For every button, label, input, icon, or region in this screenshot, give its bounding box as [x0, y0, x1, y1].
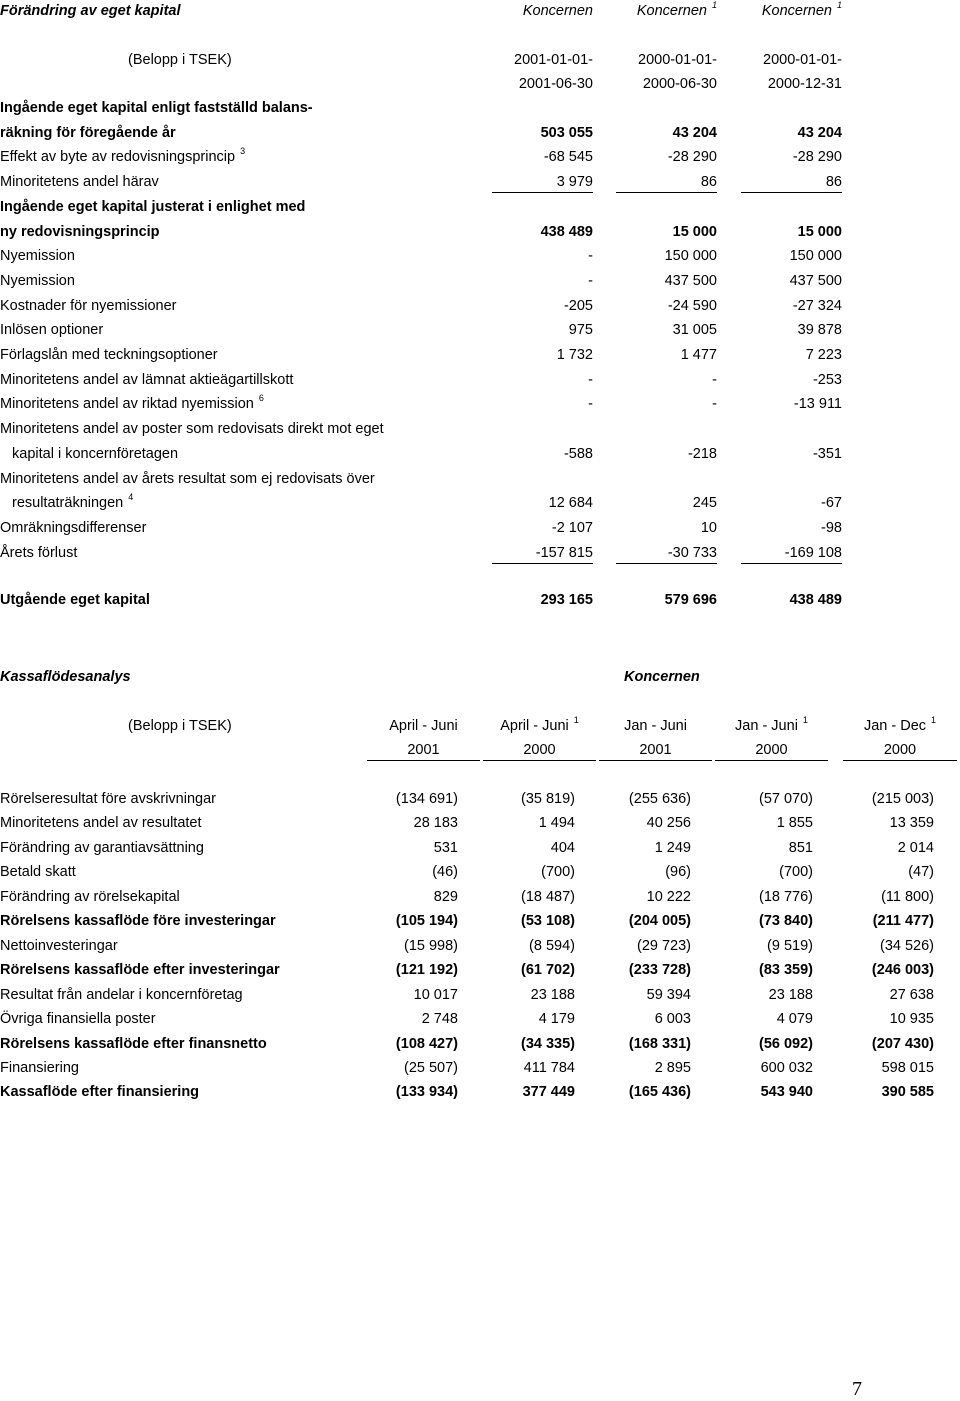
row-value: 15 000	[797, 224, 842, 240]
footnote-marker: 1	[931, 715, 937, 725]
row-label-text: Förlagslån med teckningsoptioner	[0, 347, 218, 363]
row-label-text: Årets förlust	[0, 545, 78, 561]
table-row	[0, 518, 960, 538]
equity-column-head	[606, 1, 717, 21]
row-value: 4 179	[538, 1011, 575, 1027]
row-label	[12, 444, 178, 464]
row-value: (57 070)	[758, 791, 813, 807]
row-value: (46)	[432, 864, 458, 880]
row-label-text: Inlösen optioner	[0, 322, 104, 338]
row-value: -24 590	[667, 298, 717, 314]
period-year: 2000	[483, 740, 596, 761]
row-value: -30 733	[616, 543, 717, 564]
row-label: Rörelsens kassaflöde efter investeringar	[0, 962, 280, 978]
row-label: Övriga finansiella poster	[0, 1011, 156, 1027]
row-value: 600 032	[760, 1060, 813, 1076]
table-row	[0, 1009, 960, 1029]
table-row	[0, 246, 960, 266]
table-row	[0, 419, 960, 439]
row-value: 975	[568, 322, 593, 338]
row-value: -157 815	[492, 543, 593, 564]
row-value: 150 000	[789, 248, 842, 264]
period-year: 2000	[843, 740, 957, 761]
row-value: (133 934)	[395, 1084, 458, 1100]
cash-flow-group-head: Koncernen	[624, 669, 700, 685]
row-value: 543 940	[760, 1084, 813, 1100]
row-value: (96)	[665, 864, 691, 880]
row-label: Rörelsens kassaflöde före investeringar	[0, 913, 276, 929]
table-row	[0, 444, 960, 464]
row-value: -28 290	[667, 149, 717, 165]
equity-column-head-text: Koncernen	[636, 3, 707, 19]
row-value: (108 427)	[395, 1036, 458, 1052]
row-value: 10 017	[413, 987, 458, 1003]
row-value: 31 005	[672, 322, 717, 338]
row-value: 10 222	[646, 889, 691, 905]
row-value: (700)	[779, 864, 813, 880]
row-value: 437 500	[664, 273, 717, 289]
equity-column-head-text: Koncernen	[522, 3, 593, 19]
row-value: 23 188	[530, 987, 575, 1003]
row-value: -218	[687, 446, 717, 462]
row-value: (255 636)	[628, 791, 691, 807]
row-value: -	[588, 248, 593, 264]
row-label-text: Ingående eget kapital enligt fastställd balans-	[0, 100, 313, 116]
table-row	[0, 838, 960, 858]
row-value: 43 204	[672, 125, 717, 141]
table-row	[0, 271, 960, 291]
row-label-text: Minoritetens andel av årets resultat som ej redovisats över	[0, 471, 375, 487]
row-value: (35 819)	[520, 791, 575, 807]
footnote-marker: 4	[128, 492, 134, 502]
row-label	[0, 370, 293, 390]
row-value: (61 702)	[520, 962, 575, 978]
equity-column-head-text: Koncernen	[761, 3, 832, 19]
row-value: 13 359	[889, 815, 934, 831]
row-value: (165 436)	[628, 1084, 691, 1100]
row-value: (34 335)	[520, 1036, 575, 1052]
row-label: Resultat från andelar i koncernföretag	[0, 987, 243, 1003]
table-row	[0, 394, 960, 414]
table-row	[0, 813, 960, 833]
footnote-marker: 1	[836, 0, 842, 10]
row-value: (18 776)	[758, 889, 813, 905]
period-start: 2000-01-01-	[763, 52, 842, 68]
row-value: 377 449	[522, 1084, 575, 1100]
row-label	[0, 246, 75, 266]
row-value: 43 204	[797, 125, 842, 141]
row-label: Rörelsens kassaflöde efter finansnetto	[0, 1036, 267, 1052]
table-row	[0, 296, 960, 316]
row-value: (11 800)	[881, 889, 934, 905]
row-value: 390 585	[881, 1084, 934, 1100]
row-value: (700)	[541, 864, 575, 880]
row-value: 531	[433, 840, 458, 856]
table-row	[0, 543, 960, 563]
row-label	[0, 469, 375, 489]
row-value: -253	[812, 372, 842, 388]
row-value: (246 003)	[871, 962, 934, 978]
unit-label: (Belopp i TSEK)	[128, 52, 232, 68]
row-label	[0, 123, 176, 143]
row-value: 438 489	[540, 224, 593, 240]
total-value: 438 489	[789, 592, 842, 608]
row-value: (134 691)	[395, 791, 458, 807]
table-row	[0, 936, 960, 956]
table-row	[0, 960, 960, 980]
row-label: Kassaflöde efter finansiering	[0, 1084, 200, 1100]
row-label-text: Omräkningsdifferenser	[0, 520, 147, 536]
row-value: -	[712, 396, 717, 412]
row-value: 598 015	[881, 1060, 934, 1076]
table-row	[0, 667, 960, 687]
row-value: -205	[563, 298, 593, 314]
total-value: 293 165	[540, 592, 593, 608]
row-value: 245	[692, 495, 717, 511]
period-head	[367, 716, 480, 736]
row-value: (233 728)	[628, 962, 691, 978]
row-value: (215 003)	[871, 791, 934, 807]
row-label: Rörelseresultat före avskrivningar	[0, 791, 216, 807]
row-value: -	[588, 372, 593, 388]
table-row	[0, 469, 960, 489]
period-head-text: Jan - Juni	[735, 718, 798, 734]
period-head-text: Jan - Juni	[624, 718, 687, 734]
equity-column-head	[731, 1, 842, 21]
row-value: (18 487)	[520, 889, 575, 905]
table-row	[0, 98, 960, 118]
table-row	[0, 320, 960, 340]
row-label-text: Minoritetens andel av poster som redovisats direkt mot eget	[0, 421, 384, 437]
row-value: -351	[812, 446, 842, 462]
row-value: (83 359)	[758, 962, 813, 978]
footnote-marker: 1	[802, 715, 808, 725]
row-label	[0, 345, 218, 365]
row-value: (9 519)	[767, 938, 813, 954]
row-value: 15 000	[672, 224, 717, 240]
row-value: -	[588, 396, 593, 412]
row-label	[0, 543, 77, 563]
row-value: (53 108)	[520, 913, 575, 929]
table-row	[0, 123, 960, 143]
row-value: 404	[550, 840, 575, 856]
total-value: 579 696	[664, 592, 717, 608]
period-head-text: Jan - Dec	[863, 718, 927, 734]
period-head-text: April - Juni	[389, 718, 458, 734]
row-value: (29 723)	[636, 938, 691, 954]
table-row	[0, 172, 960, 192]
row-label-text: Minoritetens andel härav	[0, 174, 159, 190]
period-end: 2001-06-30	[518, 76, 593, 92]
row-value: 437 500	[789, 273, 842, 289]
row-value: 1 477	[680, 347, 717, 363]
row-value: -98	[821, 520, 842, 536]
table-row	[0, 1082, 960, 1102]
period-head	[483, 716, 596, 736]
row-label	[0, 518, 146, 538]
table-row	[0, 74, 960, 94]
row-label	[0, 147, 245, 167]
page-number: 7	[852, 1378, 862, 1400]
row-value: -67	[821, 495, 842, 511]
footnote-marker: 3	[240, 146, 246, 156]
row-value: -	[588, 273, 593, 289]
row-label: Förändring av rörelsekapital	[0, 889, 180, 905]
table-row	[0, 1, 960, 21]
row-value: 39 878	[797, 322, 842, 338]
row-label	[0, 394, 264, 414]
row-value: 86	[616, 172, 717, 193]
table-row	[0, 1058, 960, 1078]
row-value: 28 183	[413, 815, 458, 831]
period-end: 2000-12-31	[767, 76, 842, 92]
row-value: 2 014	[897, 840, 934, 856]
table-row	[0, 345, 960, 365]
table-row	[0, 493, 960, 513]
row-value: (15 998)	[403, 938, 458, 954]
period-year: 2001	[367, 740, 480, 761]
table-row	[0, 911, 960, 931]
period-head	[843, 716, 957, 736]
row-value: 2 895	[654, 1060, 691, 1076]
row-label: Betald skatt	[0, 864, 76, 880]
footnote-marker: 6	[258, 393, 264, 403]
row-value: -	[712, 372, 717, 388]
row-value: 7 223	[805, 347, 842, 363]
unit-label: (Belopp i TSEK)	[128, 718, 232, 734]
row-value: 6 003	[654, 1011, 691, 1027]
row-label	[0, 172, 159, 192]
row-label: Finansiering	[0, 1060, 79, 1076]
cash-flow-title: Kassaflödesanalys	[0, 669, 131, 685]
row-label	[0, 419, 384, 439]
row-label: Förändring av garantiavsättning	[0, 840, 204, 856]
footnote-marker: 1	[573, 715, 579, 725]
table-row	[0, 50, 960, 70]
row-value: 86	[741, 172, 842, 193]
table-row	[0, 1034, 960, 1054]
row-label-text: Kostnader för nyemissioner	[0, 298, 177, 314]
row-value: (121 192)	[395, 962, 458, 978]
row-label-text: Minoritetens andel av lämnat aktieägartillskott	[0, 372, 294, 388]
row-label	[0, 222, 160, 242]
row-label-text: resultaträkningen	[12, 495, 124, 511]
row-value: (105 194)	[395, 913, 458, 929]
row-label-text: Nyemission	[0, 273, 75, 289]
table-row	[0, 147, 960, 167]
row-value: -13 911	[793, 396, 842, 412]
row-value: (204 005)	[628, 913, 691, 929]
period-head-text: April - Juni	[500, 718, 569, 734]
row-value: (211 477)	[872, 913, 934, 929]
row-label-text: kapital i koncernföretagen	[12, 446, 179, 462]
row-value: (8 594)	[529, 938, 575, 954]
row-label	[12, 493, 133, 513]
row-value: 1 855	[776, 815, 813, 831]
row-value: 12 684	[548, 495, 593, 511]
row-value: 150 000	[664, 248, 717, 264]
period-start: 2001-01-01-	[514, 52, 593, 68]
row-value: (56 092)	[758, 1036, 813, 1052]
footnote-marker: 1	[711, 0, 717, 10]
row-value: 59 394	[646, 987, 691, 1003]
equity-column-head	[482, 1, 593, 21]
row-value: (34 526)	[879, 938, 934, 954]
table-row	[0, 716, 960, 736]
row-value: 23 188	[768, 987, 813, 1003]
row-label	[0, 320, 103, 340]
row-value: 1 249	[654, 840, 691, 856]
row-label-text: ny redovisningsprincip	[0, 224, 160, 240]
row-label-text: räkning för föregående år	[0, 125, 176, 141]
row-value: 27 638	[889, 987, 934, 1003]
row-value: 1 494	[538, 815, 575, 831]
row-label-text: Minoritetens andel av riktad nyemission	[0, 396, 254, 412]
row-value: 10 935	[889, 1011, 934, 1027]
table-row	[0, 789, 960, 809]
row-value: -2 107	[551, 520, 593, 536]
equity-title: Förändring av eget kapital	[0, 3, 181, 19]
row-label-text: Ingående eget kapital justerat i enlighet med	[0, 199, 306, 215]
row-value: 40 256	[646, 815, 691, 831]
row-value: (168 331)	[628, 1036, 691, 1052]
total-label: Utgående eget kapital	[0, 592, 150, 608]
row-value: -169 108	[741, 543, 842, 564]
row-label	[0, 197, 305, 217]
table-row	[0, 370, 960, 390]
row-value: 2 748	[421, 1011, 458, 1027]
table-row	[0, 985, 960, 1005]
row-value: -68 545	[543, 149, 593, 165]
row-value: 829	[433, 889, 458, 905]
row-label-text: Effekt av byte av redovisningsprincip	[0, 149, 236, 165]
row-value: -27 324	[792, 298, 842, 314]
row-value: 10	[700, 520, 717, 536]
row-value: 503 055	[540, 125, 593, 141]
row-label	[0, 296, 177, 316]
table-row	[0, 197, 960, 217]
period-year: 2001	[599, 740, 712, 761]
period-head	[599, 716, 712, 736]
table-row	[0, 222, 960, 242]
period-end: 2000-06-30	[642, 76, 717, 92]
row-value: -588	[563, 446, 593, 462]
row-value: 4 079	[776, 1011, 813, 1027]
row-value: (25 507)	[403, 1060, 458, 1076]
table-row	[0, 887, 960, 907]
row-value: -28 290	[792, 149, 842, 165]
row-label	[0, 271, 75, 291]
row-label	[0, 98, 313, 118]
row-value: (47)	[908, 864, 934, 880]
row-value: (207 430)	[871, 1036, 934, 1052]
row-value: 1 732	[556, 347, 593, 363]
row-label-text: Nyemission	[0, 248, 75, 264]
row-value: (73 840)	[758, 913, 813, 929]
period-year: 2000	[715, 740, 828, 761]
row-value: 851	[788, 840, 813, 856]
table-row	[0, 590, 960, 610]
row-value: 3 979	[492, 172, 593, 193]
table-row	[0, 740, 960, 760]
period-start: 2000-01-01-	[638, 52, 717, 68]
row-label: Minoritetens andel av resultatet	[0, 815, 202, 831]
row-value: 411 784	[523, 1060, 575, 1076]
table-row	[0, 862, 960, 882]
row-label: Nettoinvesteringar	[0, 938, 118, 954]
period-head	[715, 716, 828, 736]
